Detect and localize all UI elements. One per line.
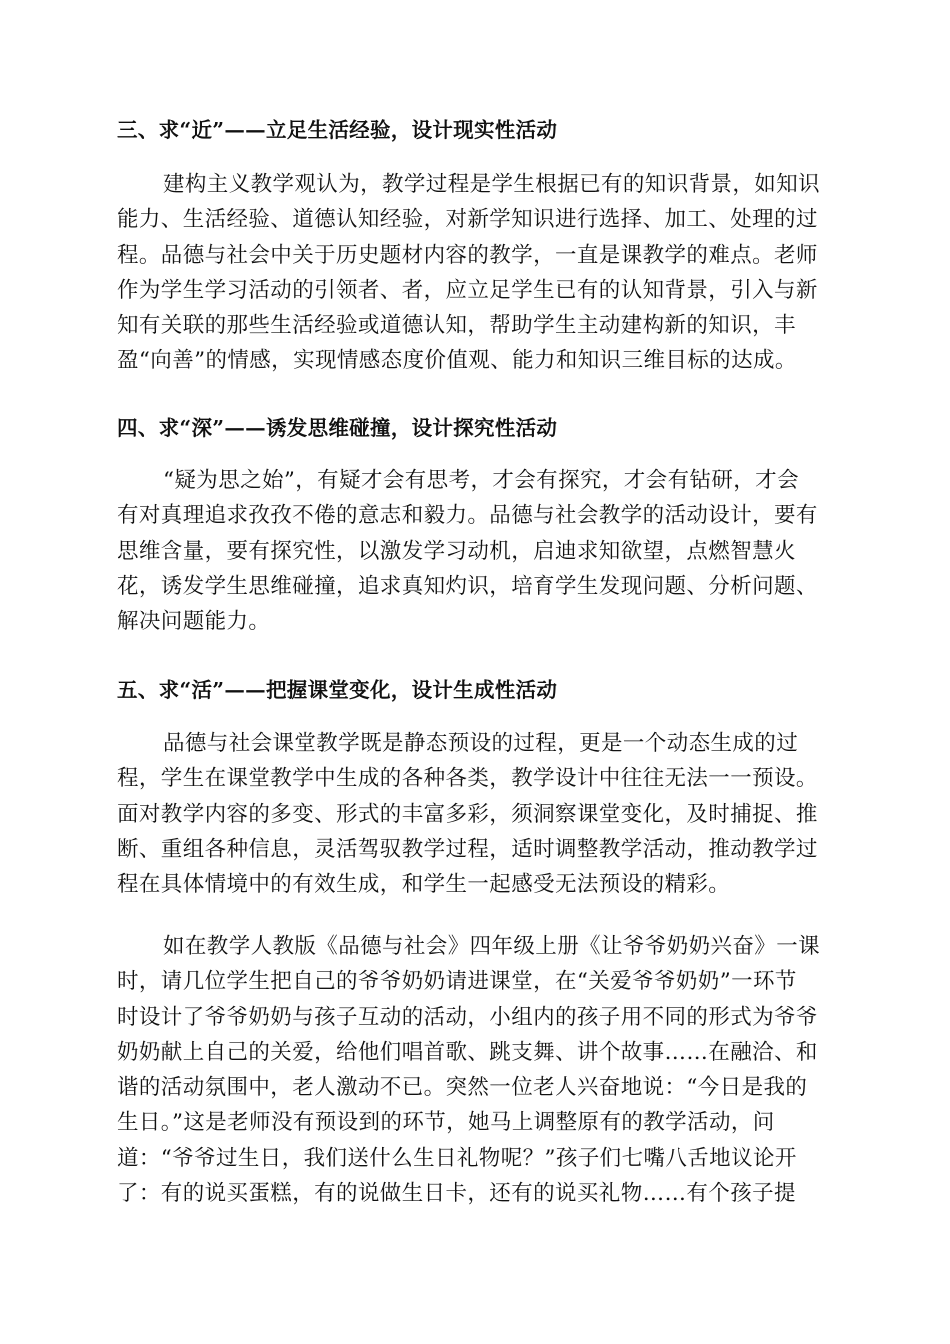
text-line: 作为学生学习活动的引领者、者，应立足学生已有的认知背景，引入与新: [117, 277, 818, 303]
paragraph-3-1: [117, 167, 837, 379]
text-line: 建构主义教学观认为，教学过程是学生根据已有的知识背景，如知识: [163, 172, 821, 197]
text-line: 思维含量，要有探究性，以激发学习动机，启迪求知欲望，点燃智慧火: [117, 538, 796, 564]
text-line: 面对教学内容的多变、形式的丰富多彩，须洞察课堂变化，及时捕捉、推: [117, 801, 818, 827]
text-line: 奶奶献上自己的关爱，给他们唱首歌、跳支舞、讲个故事……在融洽、和: [117, 1039, 818, 1065]
section-heading-4: 四、求“深”——诱发思维碰撞，设计探究性活动: [117, 416, 558, 440]
text-line: 生日。”这是老师没有预设到的环节，她马上调整原有的教学活动，问: [117, 1110, 775, 1136]
text-line: 花，诱发学生思维碰撞，追求真知灼识，培育学生发现问题、分析问题、: [117, 573, 818, 599]
text-line: 道：“爷爷过生日，我们送什么生日礼物呢？”孩子们七嘴八舌地议论开: [117, 1145, 797, 1171]
text-line: 如在教学人教版《品德与社会》四年级上册《让爷爷奶奶兴奋》一课: [163, 934, 821, 959]
paragraph-5-2: [117, 929, 837, 1211]
section-heading-5: 五、求“活”——把握课堂变化，设计生成性活动: [117, 678, 558, 702]
paragraph-5-1: [117, 726, 837, 902]
paragraph-4-1: [117, 463, 837, 639]
text-line: 知有关联的那些生活经验或道德认知，帮助学生主动建构新的知识，丰: [117, 313, 796, 339]
text-line: 品德与社会课堂教学既是静态预设的过程，更是一个动态生成的过: [163, 731, 799, 756]
text-line: 有对真理追求孜孜不倦的意志和毅力。品德与社会教学的活动设计，要有: [117, 503, 818, 529]
text-line: 了：有的说买蛋糕，有的说做生日卡，还有的说买礼物……有个孩子提: [117, 1181, 796, 1207]
text-line: 断、重组各种信息，灵活驾驭教学过程，适时调整教学活动，推动教学过: [117, 836, 818, 862]
text-line: 谐的活动氛围中，老人激动不已。突然一位老人兴奋地说：“今日是我的: [117, 1075, 808, 1101]
text-line: “疑为思之始”，有疑才会有思考，才会有探究，才会有钻研，才会: [163, 468, 799, 493]
text-line: 能力、生活经验、道德认知经验，对新学知识进行选择、加工、处理的过: [117, 207, 818, 233]
text-line: 程在具体情境中的有效生成，和学生一起感受无法预设的精彩。: [117, 872, 731, 898]
text-line: 解决问题能力。: [117, 609, 271, 635]
text-line: 时设计了爷爷奶奶与孩子互动的活动，小组内的孩子用不同的形式为爷爷: [117, 1004, 818, 1030]
text-line: 程。品德与社会中关于历史题材内容的教学，一直是课教学的难点。老师: [117, 242, 818, 268]
text-line: 时，请几位学生把自己的爷爷奶奶请进课堂，在“关爱爷爷奶奶”一环节: [117, 969, 797, 995]
section-heading-3: 三、求“近”——立足生活经验，设计现实性活动: [117, 118, 558, 142]
text-line: 盈“向善”的情感，实现情感态度价值观、能力和知识三维目标的达成。: [117, 348, 797, 374]
text-line: 程，学生在课堂教学中生成的各种各类，教学设计中往往无法一一预设。: [117, 766, 818, 792]
